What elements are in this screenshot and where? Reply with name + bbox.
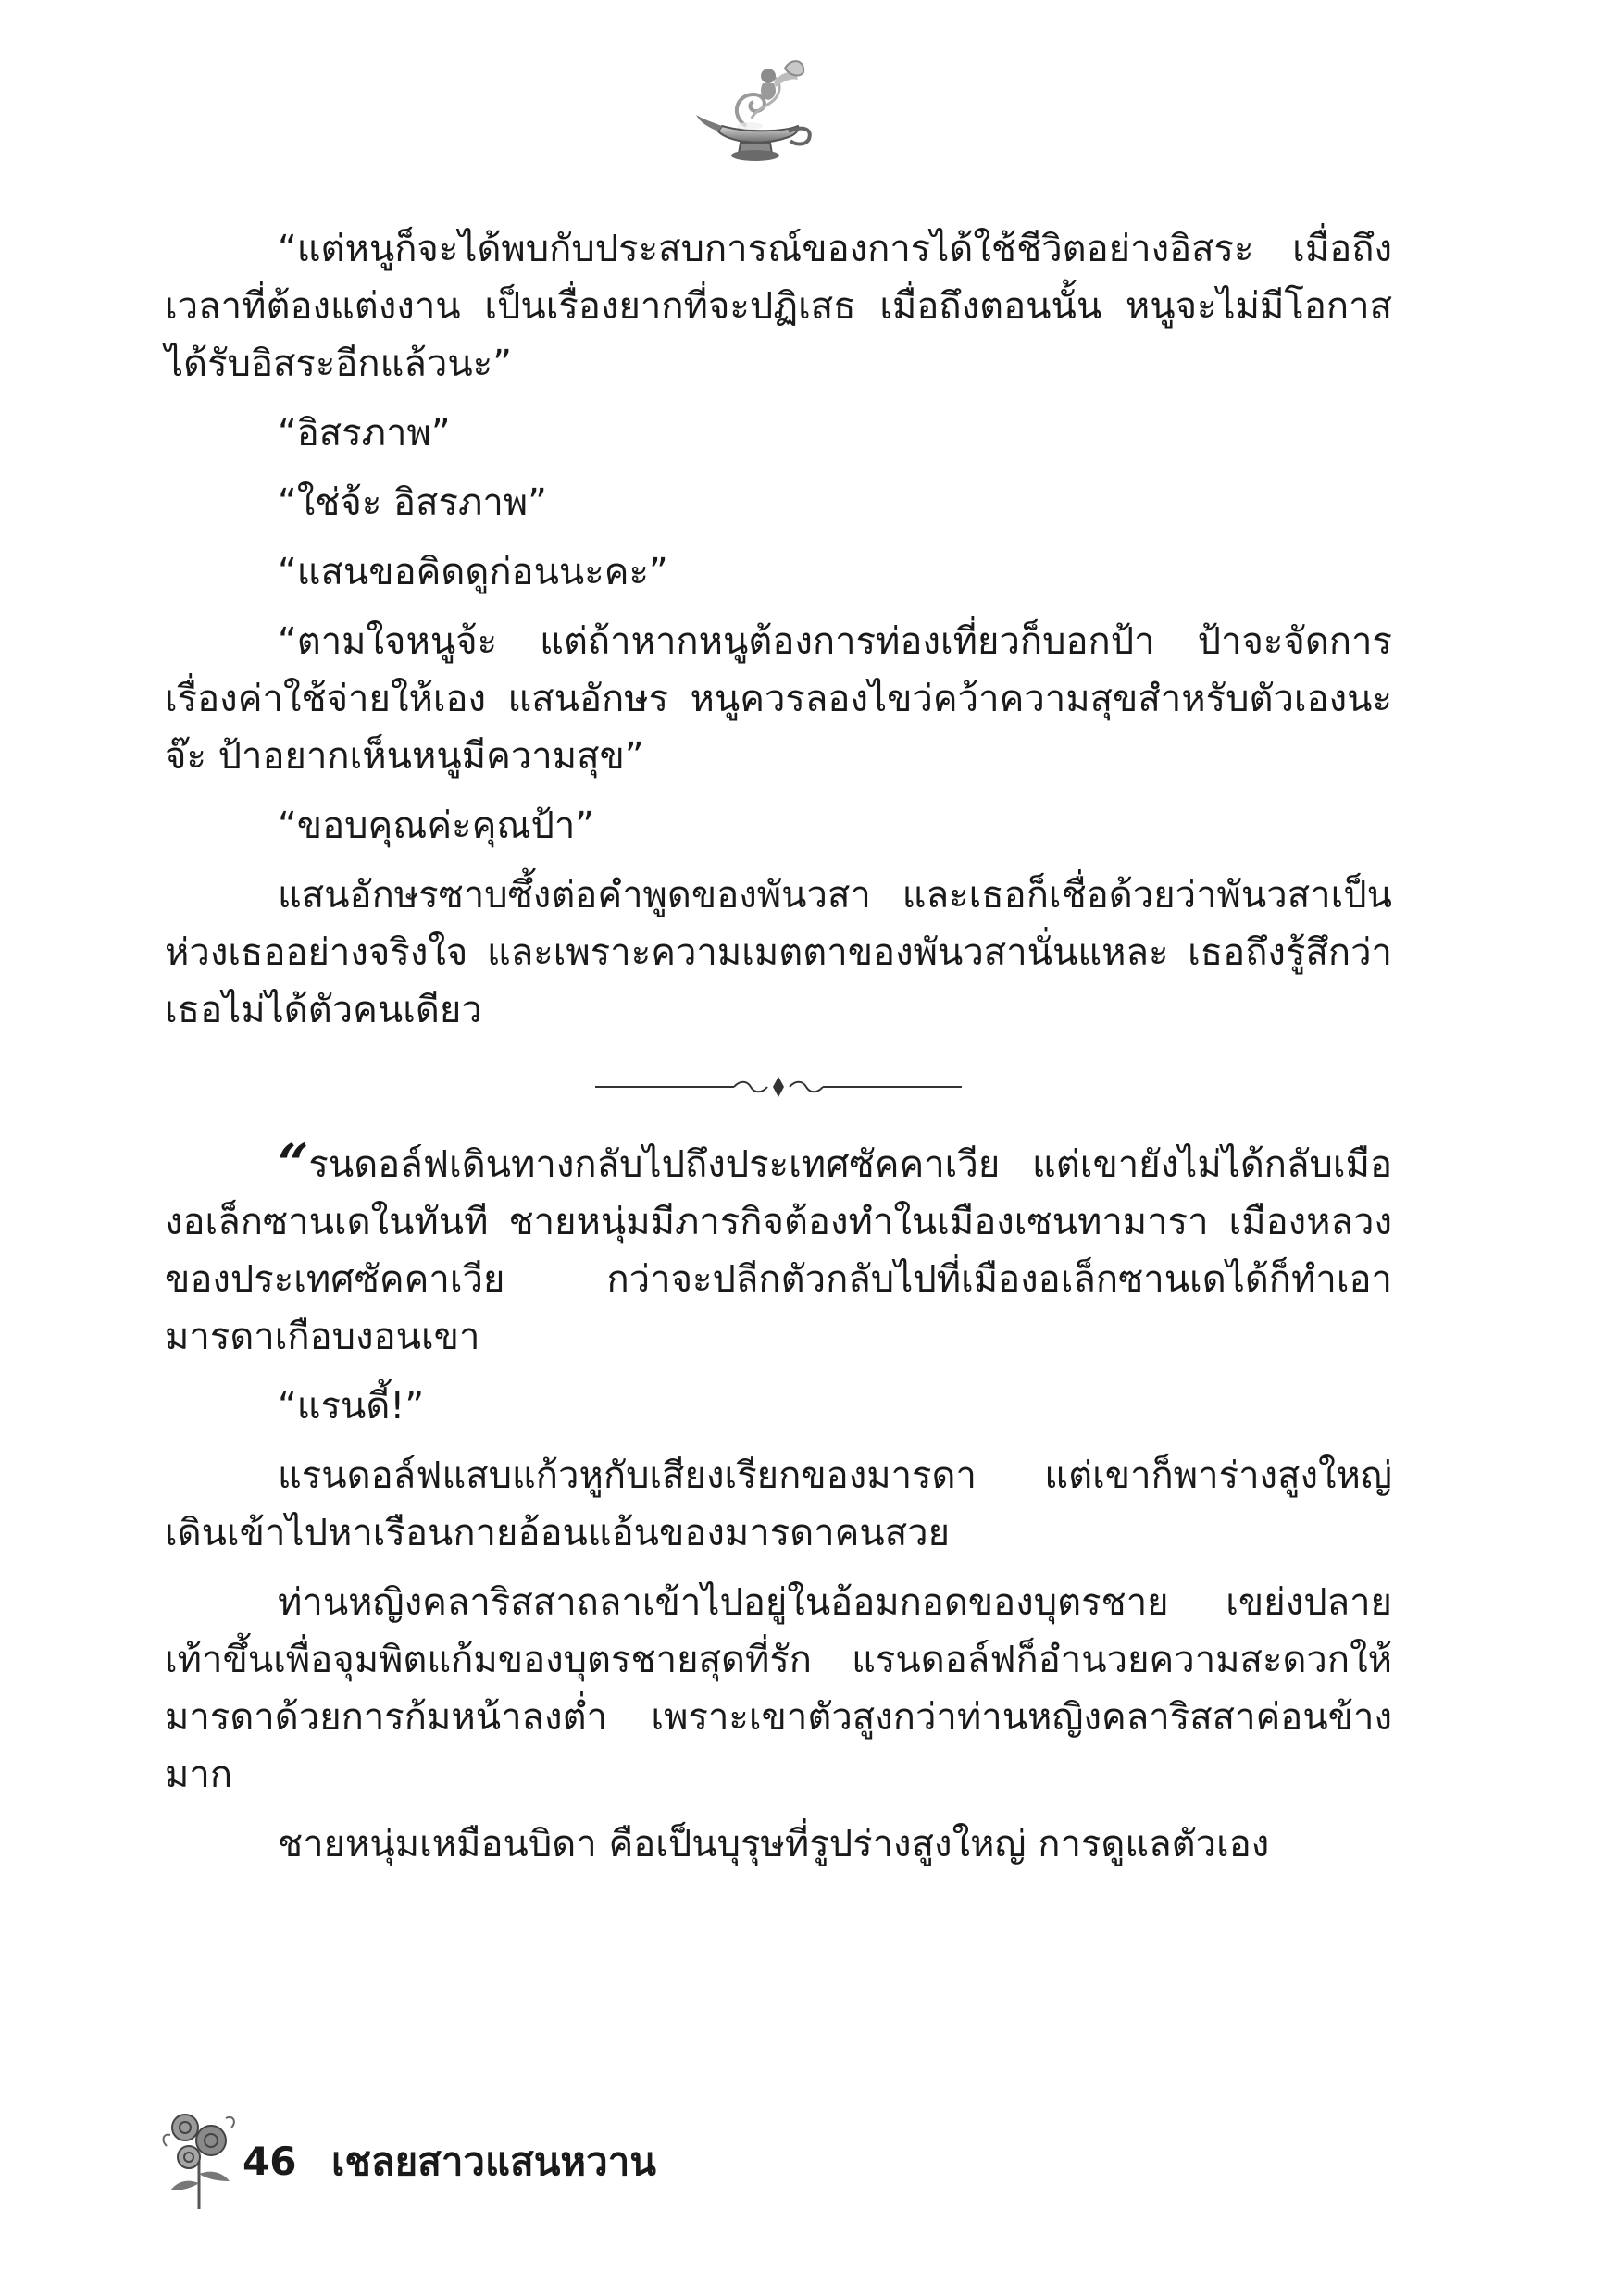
paragraph: แสนอักษรซาบซึ้งต่อคำพูดของพันวสา และเธอก็เชื่อด้วยว่าพันวสาเป็นห่วงเธออย่างจริงใจ และเพราะความเมตตาของพันวสานั่นแหละ เธอถึงรู้สึกว่าเธอไม่ได้ตัวคนเดียว bbox=[165, 874, 1392, 1031]
paragraph: “ใช่จ้ะ อิสรภาพ” bbox=[278, 481, 547, 524]
dropcap-quote: “ bbox=[278, 1132, 304, 1195]
section-divider bbox=[165, 1051, 1392, 1123]
paragraph: “แต่หนูก็จะได้พบกับประสบการณ์ของการได้ใช้ชีวิตอย่างอิสระ เมื่อถึงเวลาที่ต้องแต่งงาน เป็นเรื่องยากที่จะปฏิเสธ เมื่อถึงตอนนั้น หนูจะไม่มีโอกาสได้รับอิสระอีกแล้วนะ” bbox=[165, 228, 1392, 385]
paragraph: “แรนดี้!” bbox=[278, 1385, 425, 1428]
header-ornament bbox=[692, 54, 822, 174]
paragraph-text: รนดอล์ฟเดินทางกลับไปถึงประเทศซัคคาเวีย แต่เขายังไม่ได้กลับเมืองอเล็กซานเดในทันที ชายหนุ่มมีภารกิจต้องทำในเมืองเซนทามารา เมืองหลวงของประเทศซัคคาเวีย กว่าจะปลีกตัวกลับไปที่เมืองอเล็กซานเดได้ก็ทำเอามารดาเกือบงอนเขา bbox=[165, 1143, 1392, 1358]
paragraph: แรนดอล์ฟแสบแก้วหูกับเสียงเรียกของมารดา แต่เขาก็พาร่างสูงใหญ่เดินเข้าไปหาเรือนกายอ้อนแอ้นของมารดาคนสวย bbox=[165, 1454, 1392, 1554]
ornamental-divider-icon bbox=[595, 1073, 962, 1101]
paragraph: “ตามใจหนูจ้ะ แต่ถ้าหากหนูต้องการท่องเที่ยวก็บอกป้า ป้าจะจัดการเรื่องค่าใช้จ่ายให้เอง แสนอักษร หนูควรลองไขว่คว้าความสุขสำหรับตัวเองนะจ๊ะ ป้าอยากเห็นหนูมีความสุข” bbox=[165, 620, 1392, 778]
paragraph: ท่านหญิงคลาริสสาถลาเข้าไปอยู่ในอ้อมกอดของบุตรชาย เขย่งปลายเท้าขึ้นเพื่อจุมพิตแก้มของบุตรชายสุดที่รัก แรนดอล์ฟก็อำนวยความสะดวกให้มารดาด้วยการก้มหน้าลงต่ำ เพราะเขาตัวสูงกว่าท่านหญิงคลาริสสาค่อนข้างมาก bbox=[165, 1581, 1392, 1796]
rose-bouquet-icon bbox=[157, 2100, 241, 2211]
cupid-genie-lamp-icon bbox=[692, 54, 822, 174]
page-body bbox=[165, 220, 1392, 1885]
paragraph: “อิสรภาพ” bbox=[278, 412, 451, 455]
paragraph: “แสนขอคิดดูก่อนนะคะ” bbox=[278, 551, 668, 593]
book-title: เชลยสาวแสนหวาน bbox=[331, 2139, 656, 2184]
paragraph: “ขอบคุณค่ะคุณป้า” bbox=[278, 805, 595, 847]
page-number: 46 bbox=[243, 2139, 297, 2184]
paragraph: ชายหนุ่มเหมือนบิดา คือเป็นบุรุษที่รูปร่างสูงใหญ่ การดูแลตัวเอง bbox=[278, 1823, 1270, 1866]
page-footer bbox=[157, 2100, 805, 2211]
section-first-paragraph bbox=[165, 1132, 1392, 1366]
